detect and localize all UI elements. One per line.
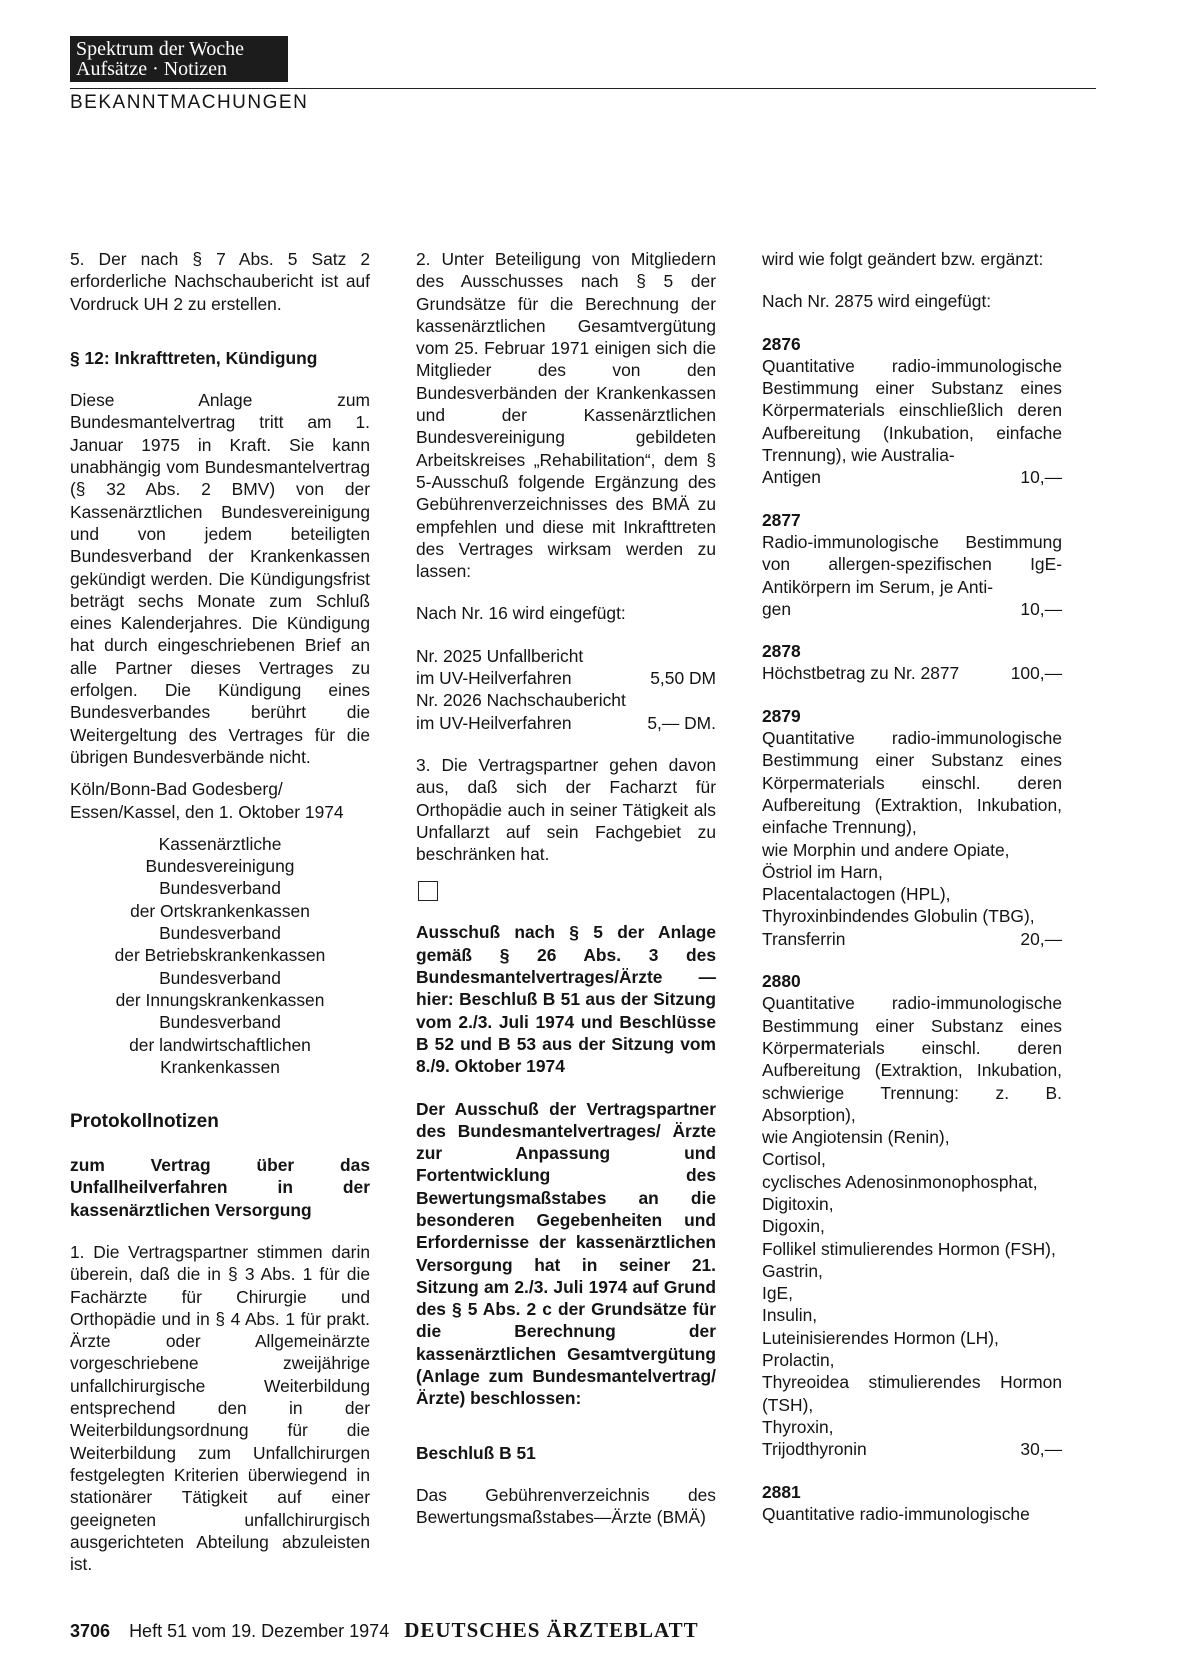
heading-beschluss-b51: Beschluß B 51 xyxy=(416,1442,536,1463)
fee-code: 2879 xyxy=(762,705,801,726)
fee-item-row xyxy=(416,667,716,689)
fee-row xyxy=(762,598,1062,620)
column-3 xyxy=(762,248,1062,1525)
fee-description: Quantitative radio-immunologische Bestimmung einer Substanz eines Körpermaterials einschl. deren Aufbereitung (Extraktion, Inkubation, schwierige Trennung: z. B. Absorption), xyxy=(762,993,1062,1125)
fee-row xyxy=(762,928,1062,950)
paragraph: Nach Nr. 16 wird eingefügt: xyxy=(416,603,626,624)
resolution-intro: Der Ausschuß der Vertragspartner des Bundesmantelvertrages/ Ärzte zur Anpassung und Fortentwicklung des Bewertungsmaßstabes an die besonderen Gegebenheiten und Erfordernisse der kassenärztlichen Versorgung hat in seiner 21. Sitzung am 2./3. Juli 1974 auf Grund des § 5 Abs. 2 c der Grundsätze für die Berechnung der kassenärztlichen Gesamtvergütung (Anlage zum Bundesmantelvertrag/ Ärzte) beschlossen: xyxy=(416,1098,716,1409)
signatory-line: der landwirtschaftlichen xyxy=(129,1034,311,1055)
substance-line: cyclisches Adenosinmonophosphat, xyxy=(762,1171,1038,1192)
fee-code: 2881 xyxy=(762,1481,801,1502)
column-2 xyxy=(416,248,716,1529)
signatory-line: Krankenkassen xyxy=(160,1056,280,1077)
fee-item-price: 5,— DM. xyxy=(647,712,716,733)
page-footer xyxy=(70,1618,699,1643)
section-label: BEKANNTMACHUNGEN xyxy=(70,92,309,113)
substance-line: Digitoxin, xyxy=(762,1193,834,1214)
fee-description-end: gen xyxy=(762,598,792,619)
signatory-line: Bundesverband xyxy=(159,1012,281,1033)
substance-line: IgE, xyxy=(762,1283,793,1304)
masthead xyxy=(70,36,288,82)
fee-value: 20,— xyxy=(1020,928,1062,949)
fee-value: 30,— xyxy=(1020,1439,1062,1460)
paragraph: 5. Der nach § 7 Abs. 5 Satz 2 erforderliche Nachschaubericht ist auf Vordruck UH 2 zu erstellen. xyxy=(70,249,370,314)
fee-code: 2880 xyxy=(762,971,801,992)
journal-name: DEUTSCHES ÄRZTEBLATT xyxy=(404,1618,699,1642)
paragraph: 1. Die Vertragspartner stimmen darin überein, daß die in § 3 Abs. 1 für die Fachärzte für Chirurgie und Orthopädie und in § 4 Abs. 1 für prakt. Ärzte oder Allgemeinärzte vorgeschriebene zweijährige unfallchirurgische Weiterbildung entsprechend den in der Weiterbildungsordnung für die Weiterbildung zum Unfallchirurgen festgelegten Kriterien überwiegend in stationärer Tätigkeit auf einer geeigneten unfallchirurgisch ausgerichteten Abteilung abzuleisten ist. xyxy=(70,1241,370,1575)
signatory-line: Kassenärztliche xyxy=(158,833,282,854)
signatory-line: Bundesverband xyxy=(159,923,281,944)
fee-description: Radio-immunologische Bestimmung von allergen-spezifischen IgE-Antikörpern im Serum, je Anti- xyxy=(762,531,1062,597)
fee-item-price: 5,50 DM xyxy=(650,668,716,689)
header-rule xyxy=(70,88,1096,89)
fee-description: Quantitative radio-immunologische xyxy=(762,1503,1030,1524)
substance-line: Gastrin, xyxy=(762,1260,823,1281)
paragraph: Diese Anlage zum Bundesmantelvertrag tritt am 1. Januar 1975 in Kraft. Sie kann unabhängig vom Bundesmantelvertrag (§ 32 Abs. 2 BMV) von der Kassenärztlichen Bundesvereinigung und von jedem beteiligten Bundesverband der Krankenkassen gekündigt werden. Die Kündigungsfrist beträgt sechs Monate zum Schluß eines Kalenderjahres. Die Kündigung hat durch eingeschriebenen Brief an alle Partner dieses Vertrages zu erfolgen. Die Kündigung eines Bundesverbandes berührt die Weitergeltung des Vertrages für die übrigen Bundesverbände nicht. xyxy=(70,390,370,767)
signatory-line: Bundesvereinigung xyxy=(145,856,295,877)
fee-row xyxy=(762,662,1062,684)
substance-line: wie Morphin und andere Opiate, xyxy=(762,839,1010,860)
masthead-line-1: Spektrum der Woche xyxy=(76,38,244,60)
signatory-line: der Innungskrankenkassen xyxy=(115,989,325,1010)
paragraph: 3. Die Vertragspartner gehen davon aus, daß sich der Facharzt für Orthopädie auch in seiner Tätigkeit als Unfallarzt auf sein Fachgebiet zu beschränken hat. xyxy=(416,754,716,865)
substance-line: Östriol im Harn, xyxy=(762,861,883,882)
fee-value: 10,— xyxy=(1020,598,1062,619)
fee-item-label: im UV-Heilverfahren xyxy=(416,668,572,689)
paragraph: 2. Unter Beteiligung von Mitgliedern des Ausschusses nach § 5 der Grundsätze für die Berechnung der kassenärztlichen Gesamtvergütung vom 25. Februar 1971 einigen sich die Mitglieder des von den Bundesverbänden der Krankenkassen und der Kassenärztlichen Bundesvereinigung gebildeten Arbeitskreises „Rehabilitation“, dem § 5-Ausschuß folgende Ergänzung des Gebührenverzeichnisses des BMÄ zu empfehlen und diese mit Inkrafttreten des Vertrages wirksam werden zu lassen: xyxy=(416,249,716,582)
heading-protokollnotizen: Protokollnotizen xyxy=(70,1111,219,1133)
end-mark-square xyxy=(418,881,438,901)
signatory-line: Bundesverband xyxy=(159,967,281,988)
fee-code: 2878 xyxy=(762,641,801,662)
fee-description-end: Antigen xyxy=(762,467,821,488)
column-1 xyxy=(70,248,370,1575)
substance-line: Digoxin, xyxy=(762,1216,825,1237)
fee-description: Quantitative radio-immunologische Bestimmung einer Substanz eines Körpermaterials einschl. deren Aufbereitung (Extraktion, Inkubation, einfache Trennung), xyxy=(762,728,1062,838)
fee-row xyxy=(762,1438,1062,1460)
signatory-line: Bundesverband xyxy=(159,878,281,899)
place-date-line: Essen/Kassel, den 1. Oktober 1974 xyxy=(70,801,344,822)
substance-line: Prolactin, xyxy=(762,1350,835,1371)
fee-value: 10,— xyxy=(1020,467,1062,488)
paragraph: wird wie folgt geändert bzw. ergänzt: xyxy=(762,249,1044,269)
fee-row xyxy=(762,466,1062,488)
substance-line: Luteinisierendes Hormon (LH), xyxy=(762,1327,999,1348)
paragraph: Das Gebührenverzeichnis des Bewertungsmaßstabes—Ärzte (BMÄ) xyxy=(416,1484,716,1528)
substance-line: wie Angiotensin (Renin), xyxy=(762,1127,950,1148)
heading-section-12: § 12: Inkrafttreten, Kündigung xyxy=(70,347,318,368)
fee-code: 2876 xyxy=(762,333,801,354)
substance-line: Trijodthyronin xyxy=(762,1439,867,1460)
substance-line: Thyroxin, xyxy=(762,1416,834,1437)
heading-ausschuss: Ausschuß nach § 5 der Anlage gemäß § 26 Abs. 3 des Bundesmantelvertrages/Ärzte — hier: Beschluß B 51 aus der Sitzung vom 2./3. Juli 1974 und Beschlüsse B 52 und B 53 aus der Sitzung vom 8./9. Oktober 1974 xyxy=(416,922,716,1077)
fee-item-row xyxy=(416,712,716,734)
signatory-line: der Betriebskrankenkassen xyxy=(114,945,326,966)
signatory-line: der Ortskrankenkassen xyxy=(130,900,310,921)
issue-info: Heft 51 vom 19. Dezember 1974 xyxy=(129,1621,390,1641)
substance-line: Cortisol, xyxy=(762,1149,826,1170)
fee-value: 100,— xyxy=(1010,663,1062,684)
fee-item-line: Nr. 2026 Nachschaubericht xyxy=(416,690,626,711)
substance-line: Placentalactogen (HPL), xyxy=(762,884,951,905)
masthead-line-2: Aufsätze · Notizen xyxy=(76,58,228,80)
substance-line: Insulin, xyxy=(762,1305,818,1326)
subheading: zum Vertrag über das Unfallheilverfahren in der kassenärztlichen Versorgung xyxy=(70,1155,370,1220)
substance-line: Follikel stimulierendes Hormon (FSH), xyxy=(762,1238,1056,1259)
substance-line: Thyroxinbindendes Globulin (TBG), xyxy=(762,906,1035,927)
fee-item-line: Nr. 2025 Unfallbericht xyxy=(416,645,584,666)
fee-description: Quantitative radio-immunologische Bestimmung einer Substanz eines Körpermaterials einschließlich deren Aufbereitung (Inkubation, einfache Trennung), wie Australia- xyxy=(762,355,1062,466)
substance-line: Transferrin xyxy=(762,928,846,949)
fee-code: 2877 xyxy=(762,509,801,530)
place-date-line: Köln/Bonn-Bad Godesberg/ xyxy=(70,779,283,800)
paragraph: Nach Nr. 2875 wird eingefügt: xyxy=(762,291,992,312)
fee-item-label: im UV-Heilverfahren xyxy=(416,712,572,733)
page-number: 3706 xyxy=(70,1621,111,1641)
fee-description: Höchstbetrag zu Nr. 2877 xyxy=(762,663,960,684)
substance-line: Thyreoidea stimulierendes Hormon (TSH), xyxy=(762,1372,1062,1415)
